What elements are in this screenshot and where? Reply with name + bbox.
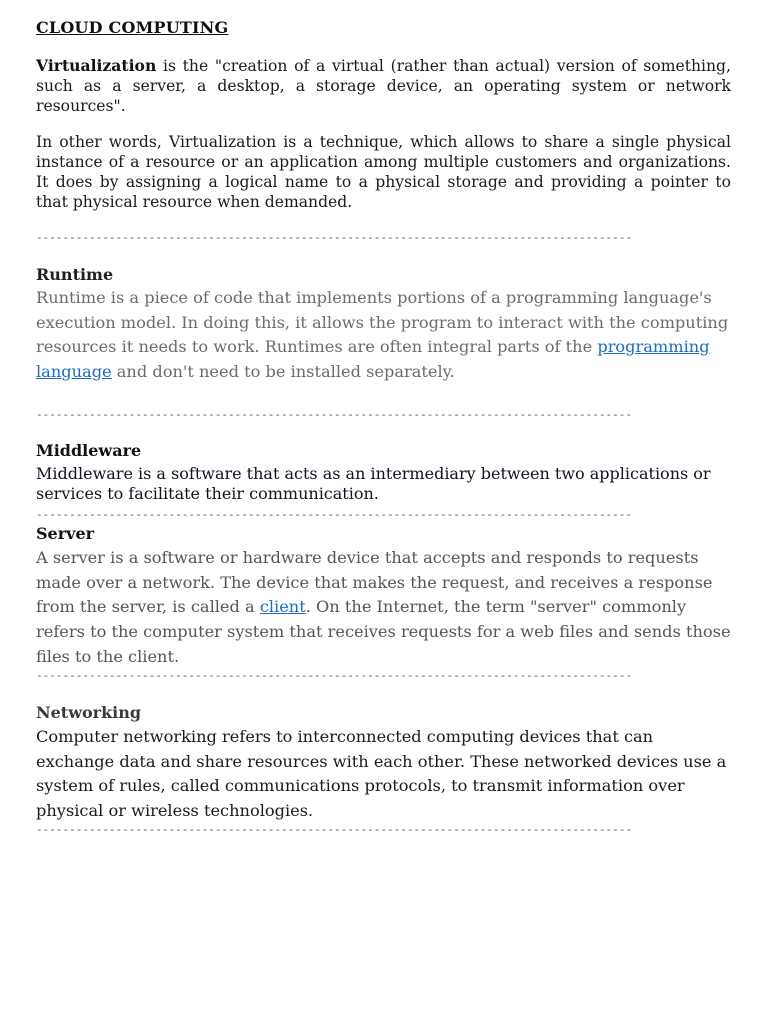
middleware-text: Middleware is a software that acts as an intermediary between two applications or services to facilitate their communication. (36, 463, 711, 503)
virtualization-definition (36, 56, 731, 116)
networking-text: Computer networking refers to interconnected computing devices that can exchange data and share resources with each other. These networked devices use a system of rules, called communications protocols, to transmit information over physical or wireless technologies. (36, 727, 727, 820)
section-divider: ------------------------------------------------------------------------------------------ (36, 407, 633, 421)
programming-language-link[interactable]: programming language (36, 337, 710, 382)
document-title: CLOUD COMPUTING (36, 18, 229, 37)
runtime-text (36, 286, 731, 385)
document-page (36, 18, 731, 837)
section-divider: ------------------------------------------------------------------------------------------ (36, 231, 633, 244)
virtualization-term: Virtualization (36, 56, 157, 75)
section-divider: ------------------------------------------------------------------------------------------ (36, 669, 633, 683)
middleware-heading: Middleware (36, 440, 142, 460)
server-text (36, 546, 731, 670)
runtime-text-before-link: Runtime is a piece of code that implements portions of a programming language's execution model. In doing this, it allows the program to interact with the computing resources it needs to work. Runtimes are often integral parts of the (36, 288, 729, 357)
server-text-before-link: A server is a software or hardware device that accepts and responds to requests made over a network. The device that makes the request, and receives a response from the server, is called a (36, 547, 713, 617)
server-heading: Server (36, 523, 95, 543)
runtime-heading: Runtime (36, 265, 114, 284)
section-divider: ------------------------------------------------------------------------------------------ (36, 507, 633, 521)
runtime-text-after-link: and don't need to be installed separately. (111, 362, 455, 382)
networking-heading: Networking (36, 703, 142, 723)
virtualization-definition-text: is the "creation of a virtual (rather than actual) version of something, such as a server, a desktop, a storage device, an operating system or network resources". (36, 57, 731, 115)
virtualization-explanation: In other words, Virtualization is a technique, which allows to share a single physical instance of a resource or an application among multiple customers and organizations. It does by assigning a logical name to a physical storage and providing a pointer to that physical resource when demanded. (36, 133, 731, 211)
client-link[interactable]: client (259, 597, 306, 617)
server-text-after-link: . On the Internet, the term "server" commonly refers to the computer system that receives requests for a web files and sends those files to the client. (36, 597, 731, 666)
section-divider: ------------------------------------------------------------------------------------------ (36, 822, 633, 836)
